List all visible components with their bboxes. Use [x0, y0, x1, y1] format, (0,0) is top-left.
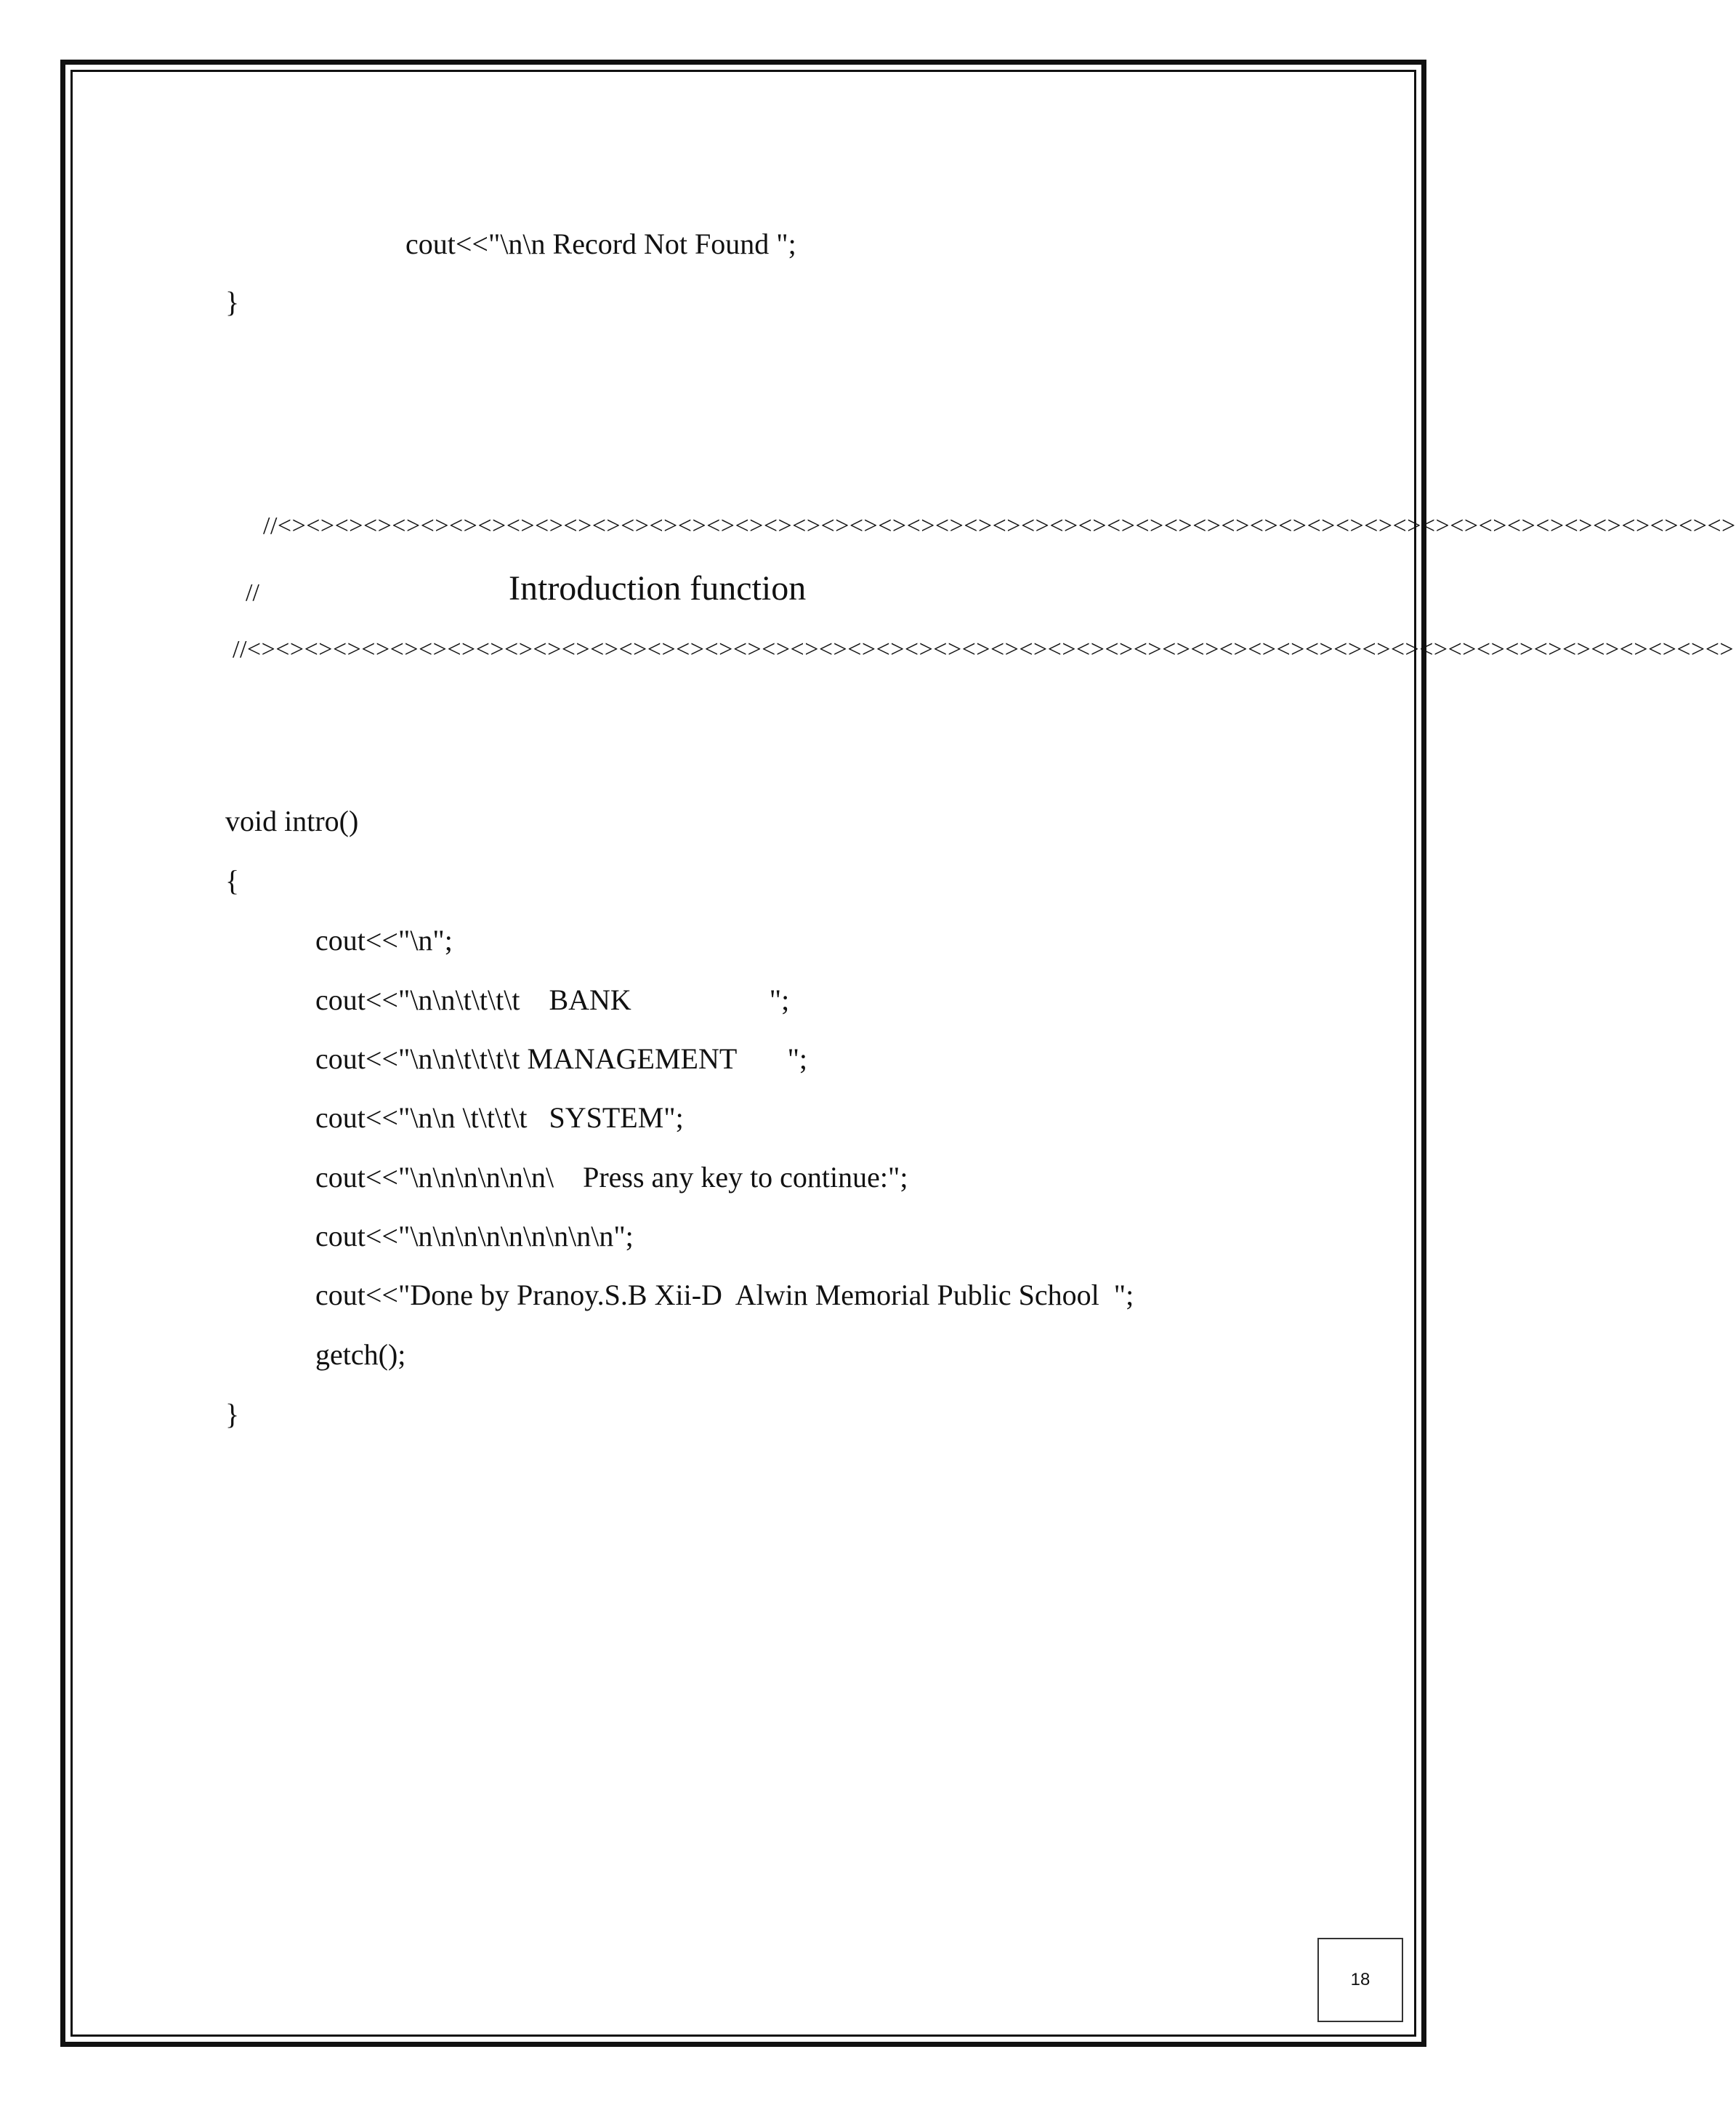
section-heading: Introduction function — [509, 569, 807, 608]
code-body-line: cout<<"\n"; — [315, 924, 453, 957]
code-body-line: getch(); — [315, 1338, 406, 1371]
comment-slashes: // — [246, 579, 259, 606]
code-body-line: cout<<"\n\n\n\n\n\n\ Press any key to continue:"; — [315, 1161, 908, 1194]
comment-divider-top: //<><><><><><><><><><><><><><><><><><><><><><><><><><><><><><><><><><><><><><><><><><><><><><><><><><><> — [263, 512, 1736, 539]
code-opening-brace: { — [225, 864, 240, 897]
code-closing-brace: } — [225, 286, 240, 318]
code-body-line: cout<<"Done by Pranoy.S.B Xii-D Alwin Memorial Public School "; — [315, 1279, 1134, 1311]
function-signature: void intro() — [225, 805, 359, 837]
page-number: 18 — [1317, 1938, 1403, 2022]
code-line-record-not-found: cout<<"\n\n Record Not Found "; — [405, 228, 796, 260]
comment-divider-bottom: //<><><><><><><><><><><><><><><><><><><><><><><><><><><><><><><><><><><><><><><><><><><><><><><><><><><><> — [233, 636, 1735, 663]
code-body-line: cout<<"\n\n\t\t\t\t BANK "; — [315, 983, 790, 1016]
code-body-line: cout<<"\n\n\n\n\n\n\n\n\n"; — [315, 1220, 634, 1252]
code-body-line: cout<<"\n\n \t\t\t\t SYSTEM"; — [315, 1101, 684, 1134]
code-closing-brace: } — [225, 1398, 240, 1430]
code-body-line: cout<<"\n\n\t\t\t\t MANAGEMENT "; — [315, 1042, 808, 1075]
